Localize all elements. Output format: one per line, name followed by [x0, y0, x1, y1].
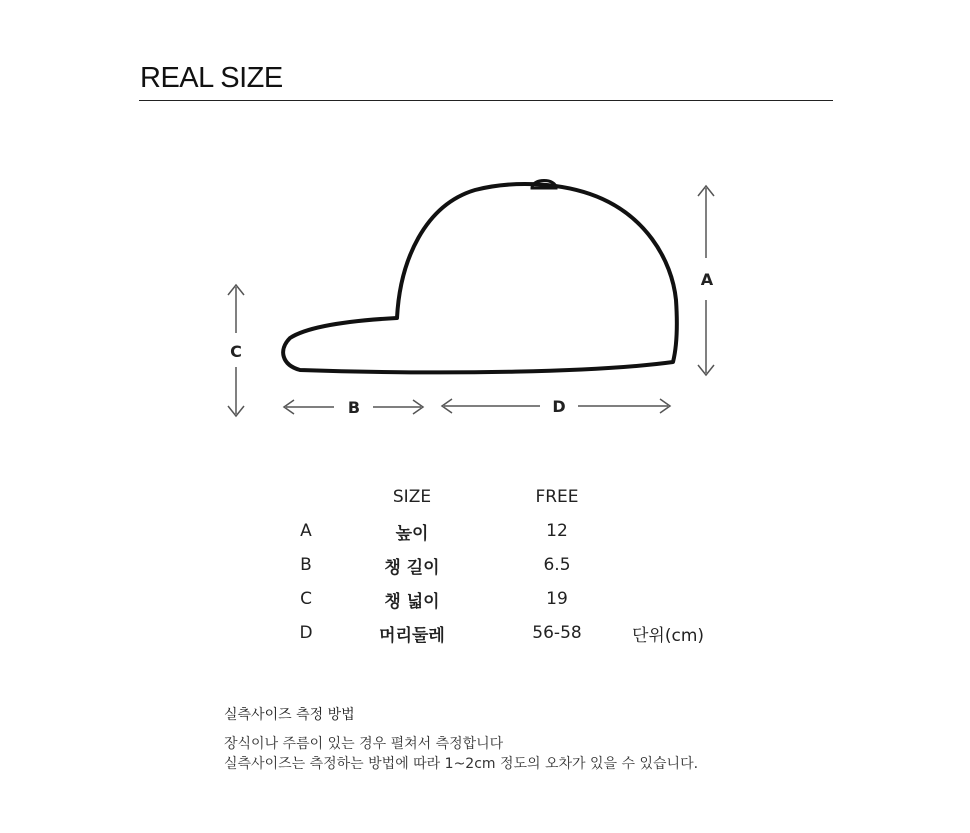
header-free: FREE: [535, 487, 579, 507]
table-row: [270, 548, 742, 582]
size-table: [270, 480, 742, 650]
row-key: A: [300, 521, 312, 541]
page-title: REAL SIZE: [140, 62, 283, 94]
row-key: B: [300, 555, 312, 575]
row-key: C: [300, 589, 312, 609]
row-key: D: [299, 623, 313, 643]
row-unit: [632, 548, 742, 582]
row-value: 19: [546, 589, 568, 609]
table-row: [270, 514, 742, 548]
row-value: 12: [546, 521, 568, 541]
notes-line: 실측사이즈는 측정하는 방법에 따라 1~2cm 정도의 오차가 있을 수 있습니다.: [224, 756, 699, 772]
notes-line: 장식이나 주름이 있는 경우 펼쳐서 측정합니다: [224, 736, 504, 752]
table-row: [270, 582, 742, 616]
label-d: D: [552, 397, 566, 416]
row-unit: 단위(cm): [632, 625, 705, 646]
row-unit: [632, 514, 742, 548]
table-row: [270, 616, 742, 650]
header-size: SIZE: [392, 487, 432, 507]
label-a: A: [700, 270, 714, 289]
row-value: 56-58: [532, 623, 582, 643]
row-name: 높이: [395, 523, 429, 544]
row-unit: [632, 582, 742, 616]
row-name: 챙 길이: [384, 557, 440, 578]
cap-outline: [283, 184, 677, 372]
notes-heading: 실측사이즈 측정 방법: [224, 707, 355, 723]
label-b: B: [347, 398, 361, 417]
row-name: 머리둘레: [379, 625, 445, 646]
label-c: C: [230, 342, 242, 361]
row-value: 6.5: [543, 555, 571, 575]
measurement-notes: [224, 704, 698, 774]
table-header-row: [270, 480, 742, 514]
row-name: 챙 넓이: [384, 591, 440, 612]
